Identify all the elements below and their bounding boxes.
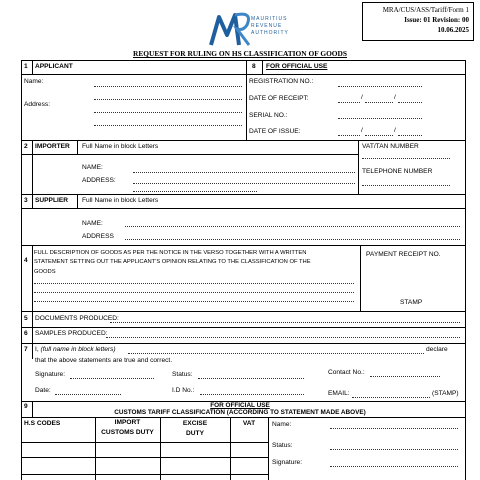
- declaration-line-2: that the above statements are true and correct.: [35, 357, 173, 364]
- issue-date-year[interactable]: [398, 135, 422, 136]
- tariff-name-label: Name:: [272, 421, 292, 428]
- section-9-number: 9: [24, 403, 28, 410]
- tariff-signature-label: Signature:: [272, 459, 303, 466]
- importer-address-line-1[interactable]: [133, 183, 355, 184]
- form-date: 10.06.2025: [437, 26, 469, 34]
- samples-produced-line[interactable]: [106, 337, 460, 338]
- receipt-date-day[interactable]: [338, 102, 360, 103]
- form-reference-box: [362, 2, 474, 41]
- description-line-2: STATEMENT SETTING OUT THE APPLICANT'S OPINION RELATING TO THE CLASSIFICATION OF THE: [34, 259, 311, 265]
- declaration-suffix: declare: [426, 346, 448, 353]
- declaration-status-label: Status:: [172, 371, 193, 378]
- importer-heading: IMPORTER: [35, 143, 70, 150]
- logo-text-3: AUTHORITY: [251, 30, 289, 36]
- registration-line[interactable]: [338, 86, 422, 87]
- importer-address-line-2[interactable]: [133, 191, 257, 192]
- description-line-1: FULL DESCRIPTION OF GOODS AS PER THE NOTICE IN THE VERSO TOGETHER WITH A WRITTEN: [34, 250, 307, 256]
- importer-name-line[interactable]: [133, 172, 355, 173]
- section-1-number: 1: [24, 63, 28, 70]
- receipt-date-year[interactable]: [398, 102, 422, 103]
- description-line-a[interactable]: [34, 283, 354, 284]
- serial-label: SERIAL NO.:: [249, 112, 288, 119]
- logo-text-1: MAURITIUS: [251, 16, 288, 22]
- declaration-status-line[interactable]: [198, 378, 304, 379]
- documents-produced-label: DOCUMENTS PRODUCED:: [35, 315, 119, 322]
- col-excise-1: EXCISE: [182, 420, 208, 427]
- description-line-c[interactable]: [34, 301, 354, 302]
- issue-date-day[interactable]: [338, 135, 360, 136]
- col-hs-codes: H.S CODES: [24, 420, 61, 427]
- supplier-instruction: Full Name in block Letters: [82, 197, 159, 204]
- logo-text-2: REVENUE: [251, 23, 283, 29]
- supplier-address-line[interactable]: [125, 239, 460, 240]
- issue-date-slash-2: /: [394, 127, 396, 134]
- tariff-heading: FOR OFFICIAL USE: [210, 402, 270, 409]
- section-4-number: 4: [24, 257, 28, 264]
- mra-logo: [205, 5, 305, 49]
- importer-name-label: NAME:: [82, 164, 103, 171]
- form-issue: Issue: 01 Revision: 00: [404, 16, 469, 24]
- declaration-id-line[interactable]: [200, 394, 304, 395]
- applicant-address-label: Address:: [24, 101, 51, 108]
- serial-line[interactable]: [338, 118, 422, 119]
- supplier-name-label: NAME:: [82, 220, 103, 227]
- telephone-line[interactable]: [362, 185, 450, 186]
- tariff-subheading: CUSTOMS TARIFF CLASSIFICATION (ACCORDING TO STATEMENT MADE ABOVE): [114, 409, 366, 416]
- receipt-date-month[interactable]: [365, 102, 393, 103]
- applicant-name-line[interactable]: [94, 86, 242, 87]
- receipt-date-slash-1: /: [361, 94, 363, 101]
- section-5-number: 5: [24, 315, 28, 322]
- form-ref: MRA/CUS/ASS/Tariff/Form 1: [382, 6, 469, 14]
- section-6-number: 6: [24, 330, 28, 337]
- description-line-3: GOODS: [34, 269, 56, 275]
- declaration-date-line[interactable]: [55, 394, 121, 395]
- declaration-italic: (full name in block letters): [40, 346, 116, 353]
- declaration-date-label: Date:: [35, 387, 51, 394]
- receipt-date-label: DATE OF RECEIPT:: [249, 95, 309, 102]
- declaration-prefix: I,: [35, 346, 41, 353]
- applicant-address-line-1[interactable]: [94, 99, 242, 100]
- applicant-address-line-2[interactable]: [94, 112, 242, 113]
- vat-tan-label: VAT/TAN NUMBER: [362, 143, 419, 150]
- col-vat: VAT: [242, 420, 256, 427]
- applicant-name-label: Name:: [24, 78, 44, 85]
- tariff-status-label: Status:: [272, 442, 293, 449]
- col-import-2: CUSTOMS DUTY: [101, 429, 154, 436]
- documents-produced-line[interactable]: [110, 322, 460, 323]
- registration-label: REGISTRATION NO.:: [249, 78, 314, 85]
- importer-instruction: Full Name in block Letters: [82, 143, 159, 150]
- telephone-label: TELEPHONE NUMBER: [362, 168, 433, 175]
- description-line-b[interactable]: [34, 292, 354, 293]
- supplier-name-line[interactable]: [125, 226, 460, 227]
- applicant-address-line-3[interactable]: [94, 125, 242, 126]
- declaration-name-line[interactable]: [128, 353, 424, 354]
- declaration-line-1: [35, 347, 116, 354]
- issue-date-label: DATE OF ISSUE:: [249, 128, 301, 135]
- declaration-stamp-label: (STAMP): [432, 390, 459, 397]
- tariff-signature-line[interactable]: [330, 466, 458, 467]
- declaration-contact-line[interactable]: [370, 376, 440, 377]
- declaration-id-label: I.D No.:: [172, 387, 195, 394]
- declaration-signature-line[interactable]: [70, 378, 154, 379]
- tariff-name-line[interactable]: [330, 428, 458, 429]
- tariff-status-line[interactable]: [330, 449, 458, 450]
- section-3-number: 3: [24, 197, 28, 204]
- receipt-date-slash-2: /: [394, 94, 396, 101]
- issue-date-slash-1: /: [361, 127, 363, 134]
- declaration-signature-label: Signature:: [35, 371, 66, 378]
- col-import-1: IMPORT: [114, 419, 141, 426]
- official-use-heading: FOR OFFICIAL USE: [266, 63, 328, 70]
- declaration-email-label: EMAIL:: [328, 390, 350, 397]
- supplier-heading: SUPPLIER: [35, 197, 68, 204]
- issue-date-month[interactable]: [365, 135, 393, 136]
- section-2-number: 2: [24, 143, 28, 150]
- payment-receipt-label: PAYMENT RECEIPT NO.: [366, 251, 441, 258]
- payment-stamp-label: STAMP: [400, 299, 423, 306]
- declaration-email-line[interactable]: [352, 397, 430, 398]
- col-excise-2: DUTY: [186, 430, 204, 437]
- importer-address-label: ADDRESS:: [82, 177, 116, 184]
- applicant-heading: APPLICANT: [35, 63, 73, 70]
- page-title: REQUEST FOR RULING ON HS CLASSIFICATION OF GOODS: [132, 49, 348, 58]
- supplier-address-label: ADDRESS: [82, 233, 114, 240]
- samples-produced-label: SAMPLES PRODUCED:: [35, 330, 108, 337]
- declaration-contact-label: Contact No.:: [328, 369, 365, 376]
- vat-tan-line[interactable]: [362, 158, 450, 159]
- section-8-number: 8: [252, 63, 256, 70]
- section-7-number: 7: [24, 346, 28, 353]
